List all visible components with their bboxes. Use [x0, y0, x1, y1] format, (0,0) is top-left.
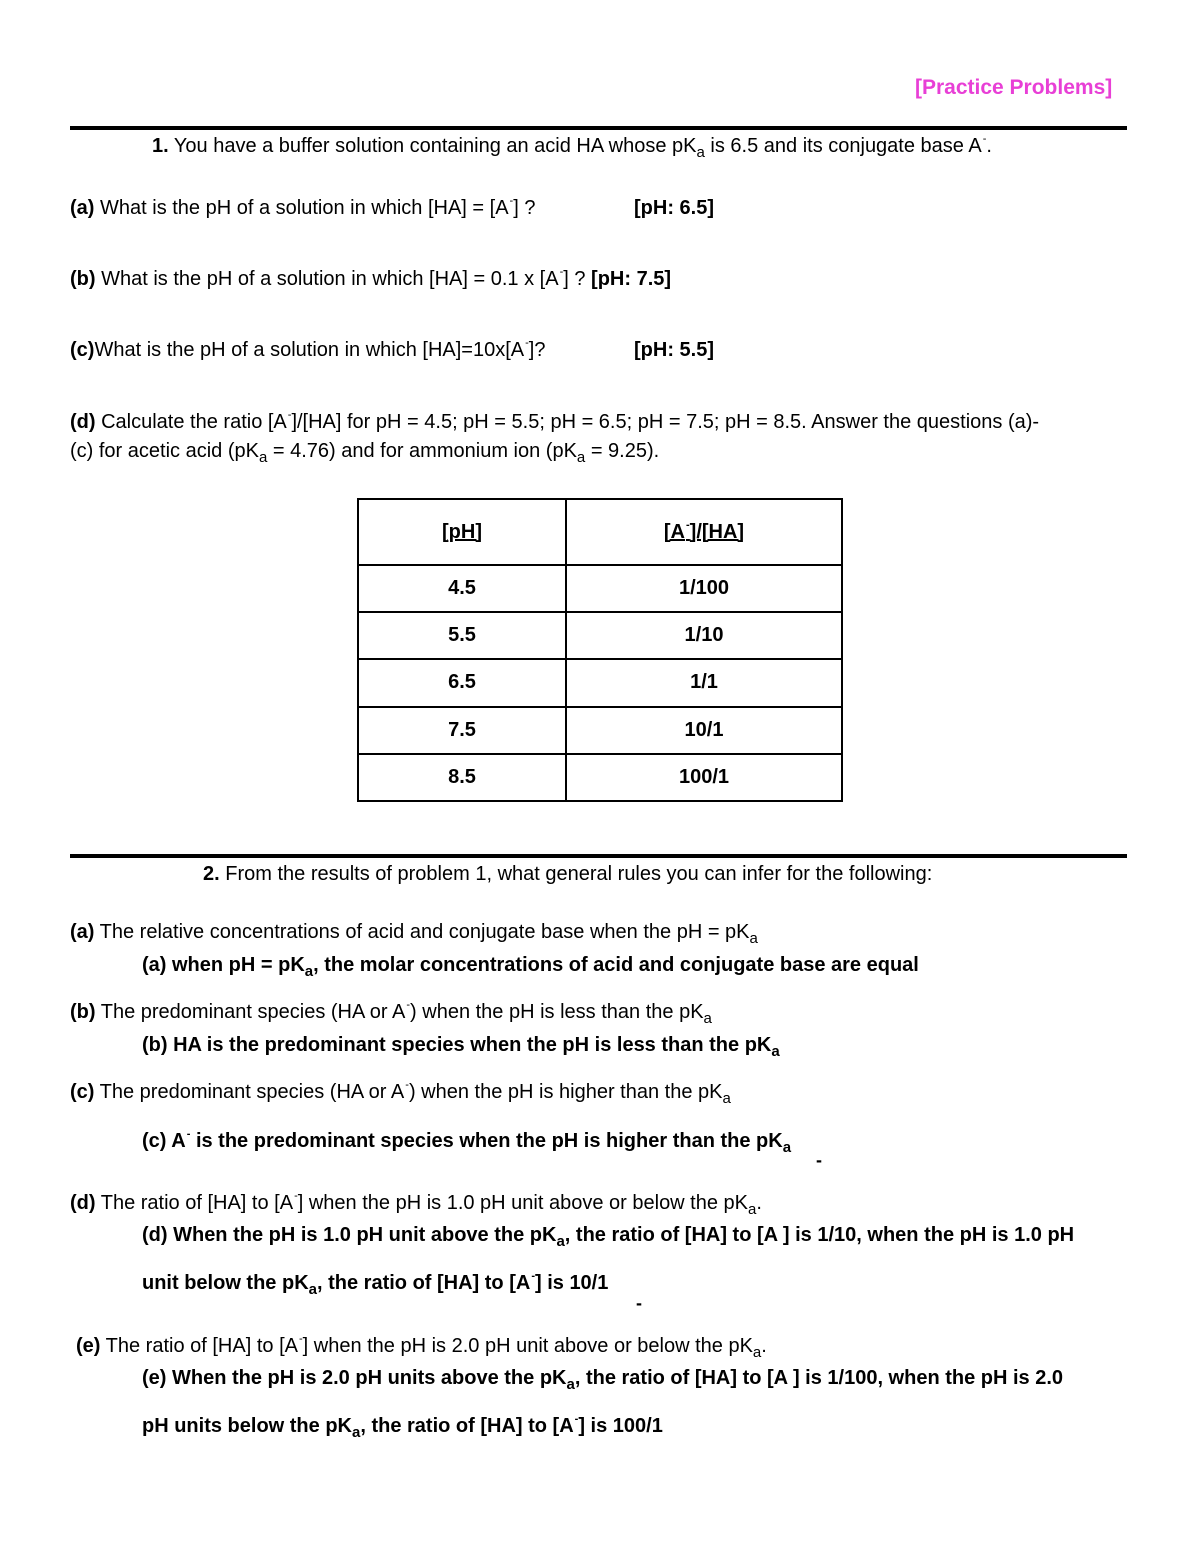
problem1-question-c: (c)What is the pH of a solution in which [HA]=10x[A-]?	[70, 337, 546, 361]
problem2-answer-d-line2: unit below the $pK_a$, the ratio of [HA] to [A-] is 10/1	[142, 1270, 609, 1298]
page-header: [Practice Problems]	[915, 76, 1113, 99]
problem2-answer-c: (c) A- is the predominant species when the pH is higher than the $pK_a$	[142, 1128, 792, 1156]
table-cell-ratio: 1/10	[566, 612, 842, 659]
table-cell-ph: 4.5	[358, 565, 566, 612]
problem2-answer-d-line1: (d) When the pH is 1.0 pH unit above the $pK_a$, the ratio of [HA] to [A ] is 1/10, when the pH is 1.0 pH	[142, 1224, 1075, 1250]
problem1-answer-c: [pH: 5.5]	[634, 339, 714, 361]
problem1-question-b: (b) What is the pH of a solution in which [HA] = 0.1 x [A-] ? [pH: 7.5]	[70, 266, 672, 290]
section-divider-middle	[70, 854, 1127, 858]
problem2-answer-e-line2: pH units below the $pK_a$, the ratio of [HA] to [A-] is 100/1	[142, 1413, 663, 1441]
table-row	[358, 565, 842, 612]
problem1-answer-a: [pH: 6.5]	[634, 197, 714, 219]
problem2-question-a: (a) The relative concentrations of acid and conjugate base when the pH = $pK_a$	[70, 921, 758, 947]
table-header-ph: [pH]	[358, 499, 566, 565]
table-row	[358, 754, 842, 801]
problem2-number: 2.	[203, 863, 220, 885]
problem1-number: 1.	[152, 135, 169, 157]
problem1-prompt: 1. You have a buffer solution containing an acid HA whose $pK_a$ is 6.5 and its conjugate base A-.	[152, 133, 992, 161]
table-cell-ratio: 10/1	[566, 707, 842, 754]
stray-minus-mark: -	[636, 1293, 642, 1313]
table-cell-ratio: 100/1	[566, 754, 842, 801]
stray-minus-mark: -	[816, 1150, 822, 1170]
problem2-answer-b: (b) HA is the predominant species when the pH is less than the $pK_a$	[142, 1034, 780, 1060]
problem2-question-d: (d) The ratio of [HA] to [A-] when the pH is 1.0 pH unit above or below the $pK_a$.	[70, 1190, 762, 1218]
section-divider-top	[70, 126, 1127, 130]
table-header-row	[358, 499, 842, 565]
table-row	[358, 707, 842, 754]
problem2-answer-a: (a) when pH = $pK_a$, the molar concentrations of acid and conjugate base are equal	[142, 954, 919, 980]
problem1-question-a: (a) What is the pH of a solution in which [HA] = [A-] ?	[70, 195, 536, 219]
problem1-question-d-line2: (c) for acetic acid $(pK_a = 4.76)$ and for ammonium ion $(pK_a = 9.25)$.	[70, 440, 660, 466]
problem1-question-d-line1: (d) Calculate the ratio [A-]/[HA] for pH = 4.5; pH = 5.5; pH = 6.5; pH = 7.5; pH = 8.5. Answer the questions (a)-	[70, 409, 1040, 433]
table-cell-ph: 6.5	[358, 659, 566, 706]
problem2-question-b: (b) The predominant species (HA or A-) when the pH is less than the $pK_a$	[70, 999, 712, 1027]
table-cell-ratio: 1/1	[566, 659, 842, 706]
table-cell-ratio: 1/100	[566, 565, 842, 612]
table-cell-ph: 7.5	[358, 707, 566, 754]
problem2-question-e: (e) The ratio of [HA] to [A-] when the pH is 2.0 pH unit above or below the $pK_a$.	[76, 1333, 767, 1361]
table-row	[358, 659, 842, 706]
ph-ratio-table	[357, 498, 843, 802]
problem2-question-c: (c) The predominant species (HA or A-) when the pH is higher than the $pK_a$	[70, 1079, 731, 1107]
table-cell-ph: 8.5	[358, 754, 566, 801]
table-row	[358, 612, 842, 659]
table-cell-ph: 5.5	[358, 612, 566, 659]
problem2-prompt: 2. From the results of problem 1, what general rules you can infer for the following:	[203, 863, 933, 885]
problem2-answer-e-line1: (e) When the pH is 2.0 pH units above the $pK_a$, the ratio of [HA] to [A ] is 1/100, when the pH is 2.0	[142, 1367, 1064, 1393]
table-header-ratio: [A-]/[HA]	[566, 499, 842, 565]
problem1-answer-b: [pH: 7.5]	[591, 268, 672, 290]
